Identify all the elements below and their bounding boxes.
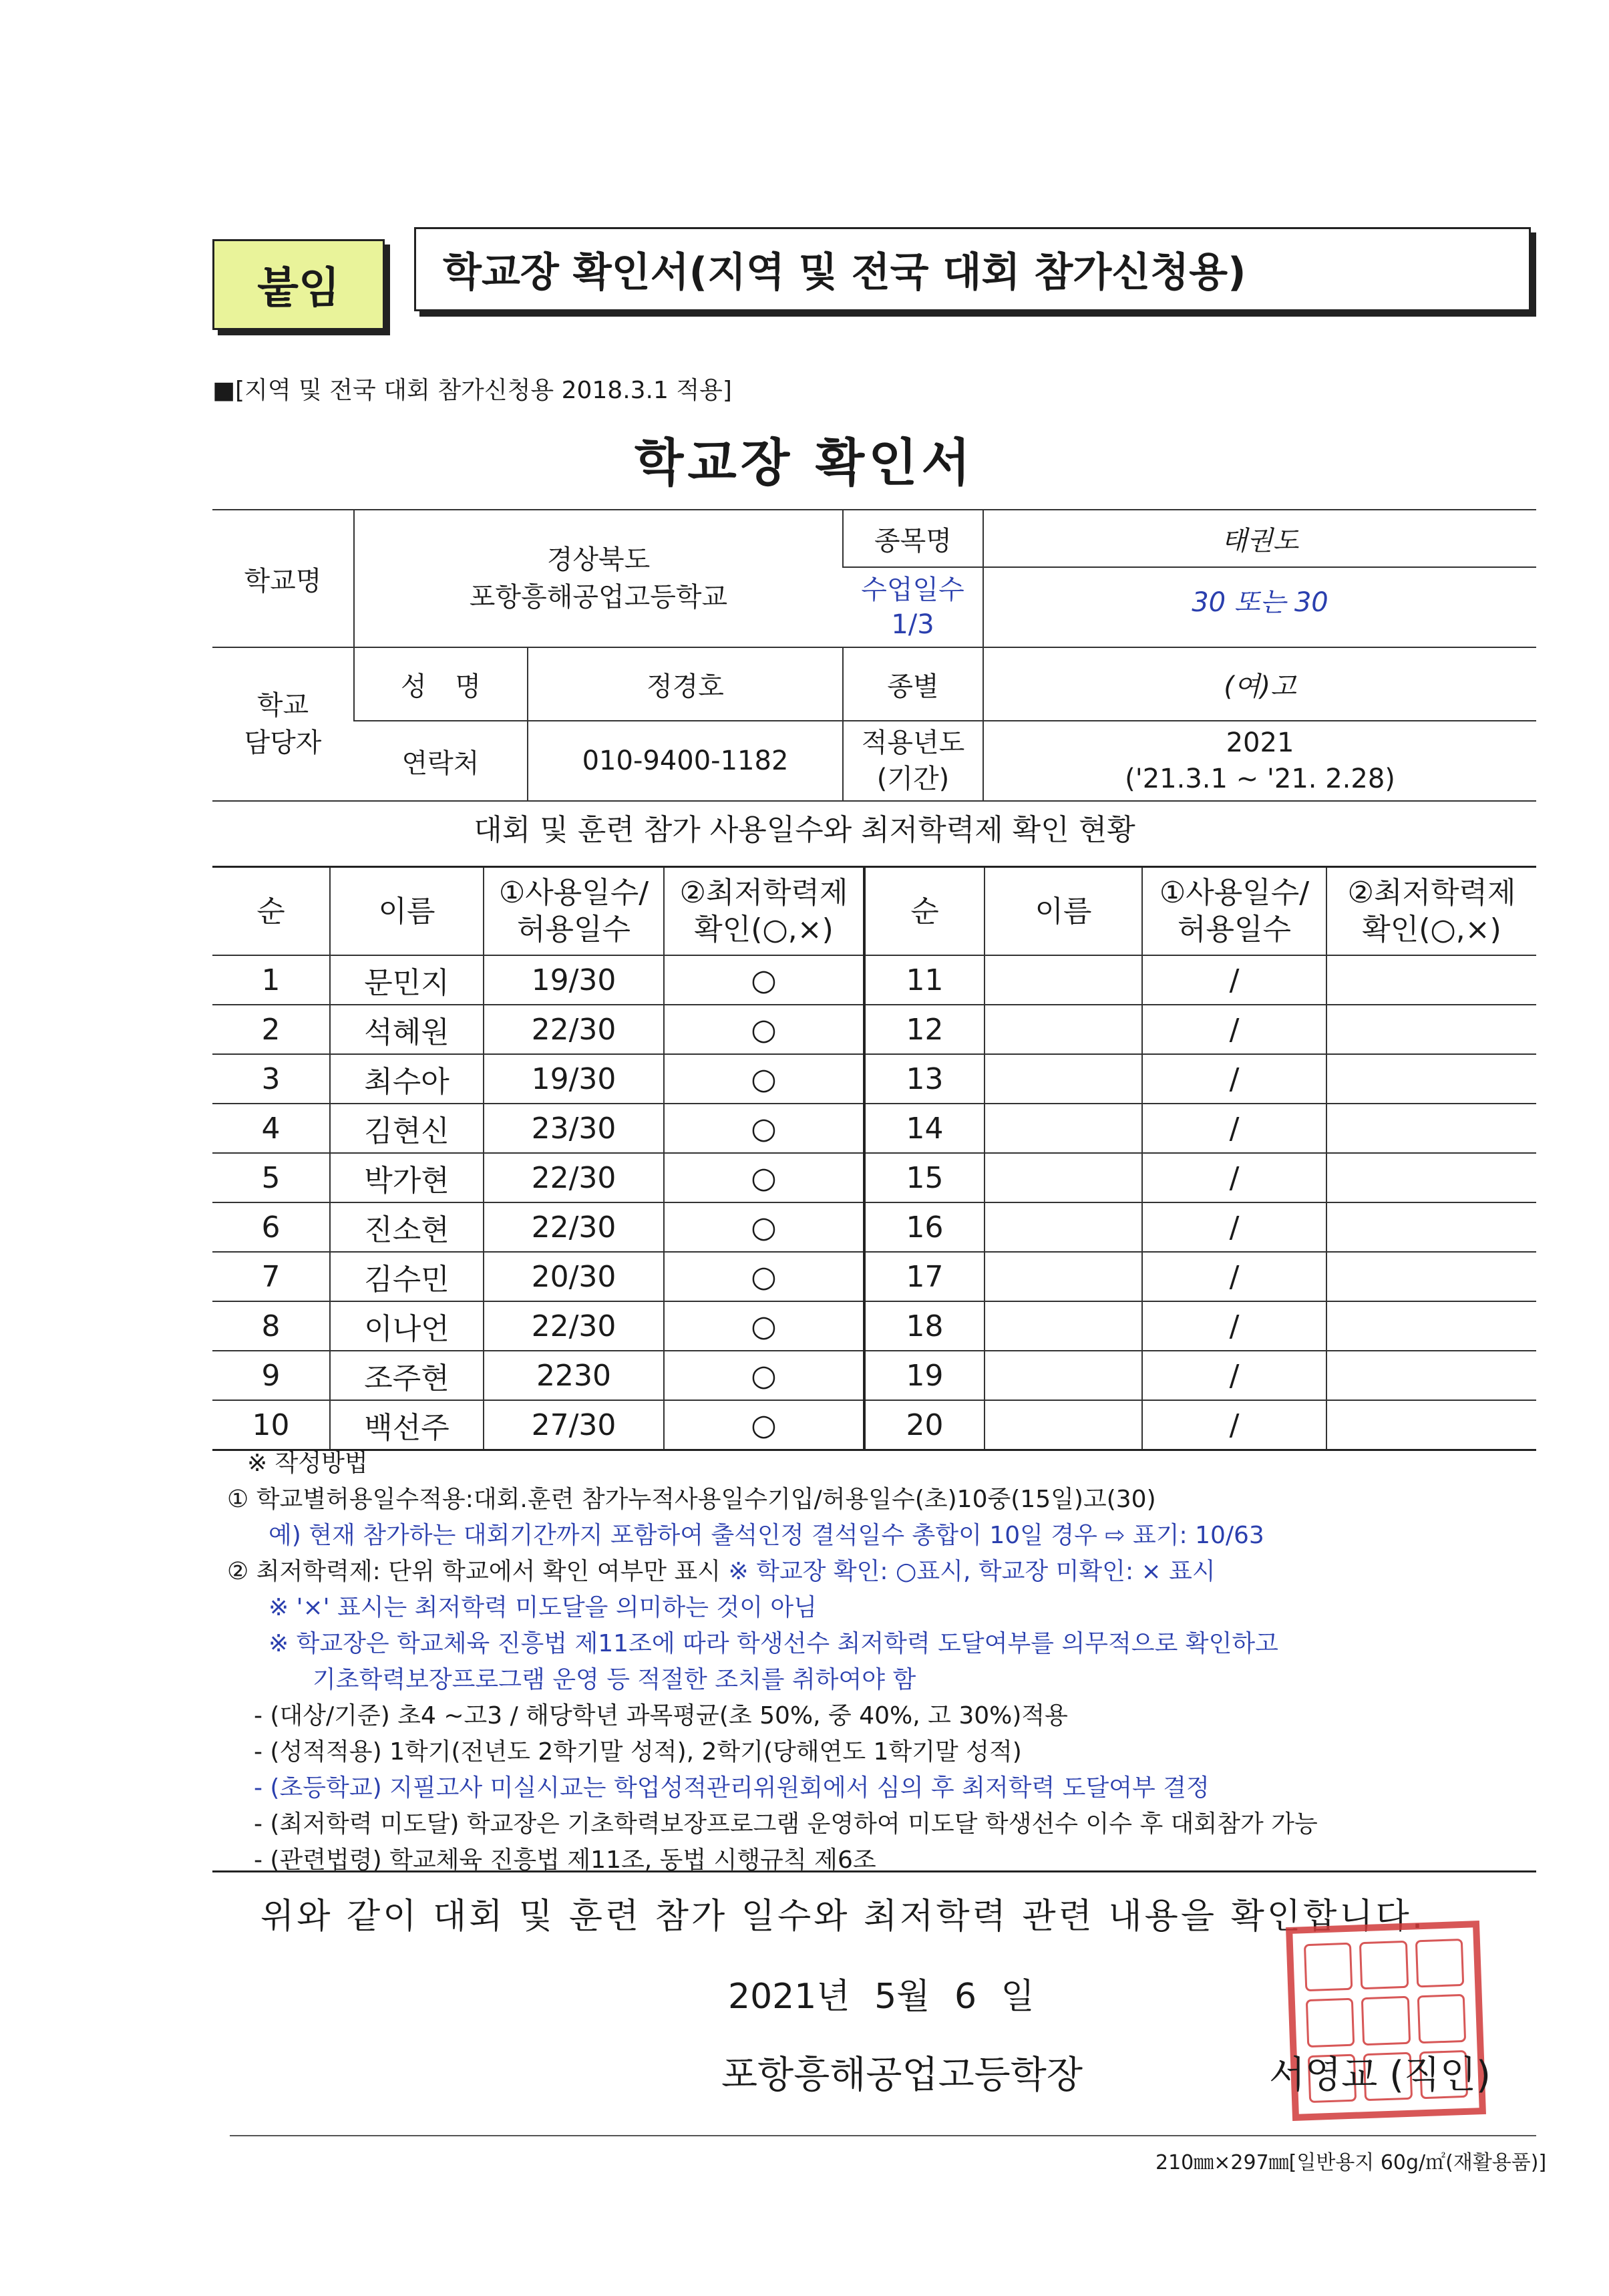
cell-left-check: ○ <box>664 1351 864 1400</box>
cell-right-no: 13 <box>864 1054 985 1104</box>
cell-right-no: 16 <box>864 1202 985 1252</box>
detail-3: - (초등학교) 지필고사 미실시교는 학업성적관리위원회에서 심의 후 최저학력 도달여부 결정 <box>254 1774 1210 1802</box>
cell-left-no: 4 <box>212 1104 330 1153</box>
cell-left-name: 진소현 <box>330 1202 484 1252</box>
form-note: ■[지역 및 전국 대회 참가신청용 2018.3.1 적용] <box>212 377 732 404</box>
gender-value: (여)고 <box>983 647 1536 721</box>
cell-right-name <box>985 1005 1142 1054</box>
cell-left-no: 5 <box>212 1153 330 1202</box>
cell-left-days: 22/30 <box>484 1005 664 1054</box>
cell-right-days: / <box>1142 1351 1326 1400</box>
cell-left-days: 19/30 <box>484 1054 664 1104</box>
paper-spec-footer: 210㎜×297㎜[일반용지 60g/㎡(재활용품)] <box>1155 2151 1547 2174</box>
header-no-right: 순 <box>864 867 985 956</box>
detail-2: - (성적적용) 1학기(전년도 2학기말 성적), 2학기(당해연도 1학기말 성적) <box>254 1738 1022 1766</box>
name-value: 정경호 <box>528 647 843 721</box>
cell-left-no: 7 <box>212 1252 330 1301</box>
school-name-label: 학교명 <box>212 510 354 647</box>
footer-rule <box>230 2135 1536 2136</box>
class-days-label-2: 1/3 <box>891 609 934 640</box>
cell-right-no: 14 <box>864 1104 985 1153</box>
class-days-label-1: 수업일수 <box>861 575 964 605</box>
table-row <box>212 955 1536 1005</box>
section-heading: 대회 및 훈련 참가 사용일수와 최저학력제 확인 현황 <box>474 813 1135 847</box>
principal-title: 포항흥해공업고등학장 <box>721 2054 1083 2097</box>
cell-right-no: 19 <box>864 1351 985 1400</box>
cell-left-name: 김수민 <box>330 1252 484 1301</box>
cell-left-check: ○ <box>664 1005 864 1054</box>
class-days-label <box>843 567 983 647</box>
cell-right-check <box>1326 1252 1536 1301</box>
note-2-b1: ※ 학교장은 학교체육 진흥법 제11조에 따라 학생선수 최저학력 도달여부를 의무적으로 확인하고 <box>269 1630 1278 1657</box>
name-label: 성 명 <box>354 647 528 721</box>
detail-4: - (최저학력 미도달) 학교장은 기초학력보장프로그램 운영하여 미도달 학생선수 이수 후 대회참가 가능 <box>254 1810 1318 1838</box>
cell-left-name: 조주현 <box>330 1351 484 1400</box>
table-row <box>212 1252 1536 1301</box>
cell-left-days: 2230 <box>484 1351 664 1400</box>
confirmation-statement: 위와 같이 대회 및 훈련 참가 일수와 최저학력 관련 내용을 확인합니다. <box>260 1897 1426 1937</box>
year-label-1: 적용년도 <box>861 727 965 758</box>
cell-left-no: 9 <box>212 1351 330 1400</box>
header-days-2: 허용일수 <box>516 913 631 947</box>
school-name: 포항흥해공업고등학교 <box>469 582 728 613</box>
table-row <box>212 1301 1536 1351</box>
cell-right-check <box>1326 1301 1536 1351</box>
header-min-2-right: 확인(○,×) <box>1362 913 1501 947</box>
cell-right-check <box>1326 1054 1536 1104</box>
cell-left-name: 백선주 <box>330 1400 484 1450</box>
issue-date: 2021년 5월 6 일 <box>728 1977 1035 2017</box>
cell-left-no: 10 <box>212 1400 330 1450</box>
signer-name: 서영교 (직인) <box>1269 2054 1491 2097</box>
cell-right-no: 15 <box>864 1153 985 1202</box>
cell-left-check: ○ <box>664 955 864 1005</box>
header-name: 이름 <box>330 867 484 956</box>
cell-left-no: 2 <box>212 1005 330 1054</box>
divider <box>212 1870 1536 1872</box>
cell-right-no: 18 <box>864 1301 985 1351</box>
cell-right-days: / <box>1142 1005 1326 1054</box>
detail-1: - (대상/기준) 초4 ~고3 / 해당학년 과목평균(초 50%, 중 40%, 고 30%)적용 <box>254 1702 1068 1730</box>
cell-right-check <box>1326 1104 1536 1153</box>
cell-left-days: 22/30 <box>484 1153 664 1202</box>
table-row <box>212 1351 1536 1400</box>
note-1: ① 학교별허용일수적용:대회.훈련 참가누적사용일수기입/허용일수(초)10중(15일)고(30) <box>227 1486 1156 1513</box>
header-min <box>664 867 864 956</box>
note-2-main: ② 최저학력제: 단위 학교에서 확인 여부만 표시 <box>227 1558 721 1585</box>
gender-label: 종별 <box>843 647 983 721</box>
year-label <box>843 721 983 801</box>
attachment-label: 붙임 <box>212 239 385 330</box>
cell-right-days: / <box>1142 955 1326 1005</box>
cell-left-no: 3 <box>212 1054 330 1104</box>
header-days-right <box>1142 867 1326 956</box>
cell-right-name <box>985 1054 1142 1104</box>
cell-left-check: ○ <box>664 1104 864 1153</box>
header-min-2: 확인(○,×) <box>694 913 834 947</box>
cell-right-name <box>985 1202 1142 1252</box>
cell-right-name <box>985 955 1142 1005</box>
period-value: ('21.3.1 ~ '21. 2.28) <box>1125 764 1395 794</box>
cell-left-name: 석혜원 <box>330 1005 484 1054</box>
cell-right-check <box>1326 955 1536 1005</box>
header-min-1-right: ②최저학력제 <box>1347 876 1516 910</box>
table-row <box>212 1400 1536 1450</box>
cell-left-days: 20/30 <box>484 1252 664 1301</box>
cell-right-check <box>1326 1400 1536 1450</box>
contact-value: 010-9400-1182 <box>528 721 843 801</box>
cell-left-no: 6 <box>212 1202 330 1252</box>
header-days-1: ①사용일수/ <box>498 876 649 910</box>
roster-table <box>212 866 1536 1451</box>
note-2-a: ※ '×' 표시는 최저학력 미도달을 의미하는 것이 아님 <box>269 1594 817 1621</box>
cell-left-name: 박가현 <box>330 1153 484 1202</box>
table-row <box>212 1153 1536 1202</box>
cell-right-no: 11 <box>864 955 985 1005</box>
cell-right-days: / <box>1142 1104 1326 1153</box>
class-days-value: 30 또는 30 <box>983 567 1536 647</box>
year-label-2: (기간) <box>876 764 950 794</box>
cell-left-check: ○ <box>664 1301 864 1351</box>
cell-left-check: ○ <box>664 1400 864 1450</box>
cell-right-days: / <box>1142 1153 1326 1202</box>
note-2 <box>227 1554 1550 1590</box>
school-region: 경상북도 <box>546 544 651 575</box>
cell-right-no: 20 <box>864 1400 985 1450</box>
manager-label-2: 담당자 <box>244 727 322 758</box>
cell-left-check: ○ <box>664 1202 864 1252</box>
header-days-2-right: 허용일수 <box>1177 913 1291 947</box>
form-title: 학교장 확인서(지역 및 전국 대회 참가신청용) <box>414 227 1531 311</box>
header-name-right: 이름 <box>985 867 1142 956</box>
year-value-text: 2021 <box>1226 727 1294 758</box>
note-2-mark: ※ 학교장 확인: ○표시, 학교장 미확인: × 표시 <box>728 1558 1216 1585</box>
note-2-b2: 기초학력보장프로그램 운영 등 적절한 조치를 취하여야 함 <box>313 1666 916 1693</box>
cell-right-name <box>985 1351 1142 1400</box>
cell-right-days: / <box>1142 1054 1326 1104</box>
cell-left-name: 문민지 <box>330 955 484 1005</box>
cell-right-check <box>1326 1351 1536 1400</box>
year-value <box>983 721 1536 801</box>
cell-left-check: ○ <box>664 1153 864 1202</box>
notes-heading: ※ 작성방법 <box>247 1450 368 1477</box>
cell-left-days: 27/30 <box>484 1400 664 1450</box>
school-info-table <box>212 509 1536 802</box>
cell-left-name: 최수아 <box>330 1054 484 1104</box>
cell-right-name <box>985 1252 1142 1301</box>
manager-label-1: 학교 <box>256 690 309 721</box>
cell-left-check: ○ <box>664 1054 864 1104</box>
manager-label <box>212 647 354 801</box>
header-days-1-right: ①사용일수/ <box>1159 876 1310 910</box>
cell-left-days: 19/30 <box>484 955 664 1005</box>
school-name-cell <box>354 510 843 647</box>
contact-label: 연락처 <box>354 721 528 801</box>
header-min-right <box>1326 867 1536 956</box>
detail-5: - (관련법령) 학교체육 진흥법 제11조, 동법 시행규칙 제6조 <box>254 1846 876 1874</box>
document-title: 학교장 확인서 <box>635 433 974 492</box>
header-days <box>484 867 664 956</box>
cell-right-check <box>1326 1153 1536 1202</box>
writing-instructions <box>227 1446 1550 1878</box>
cell-right-name <box>985 1301 1142 1351</box>
cell-right-days: / <box>1142 1400 1326 1450</box>
cell-right-days: / <box>1142 1252 1326 1301</box>
cell-right-name <box>985 1104 1142 1153</box>
note-1-example: 예) 현재 참가하는 대회기간까지 포함하여 출석인정 결석일수 총합이 10일 경우 ⇨ 표기: 10/63 <box>269 1522 1264 1549</box>
sport-label: 종목명 <box>843 510 983 567</box>
cell-left-name: 김현신 <box>330 1104 484 1153</box>
cell-left-days: 22/30 <box>484 1301 664 1351</box>
cell-right-name <box>985 1400 1142 1450</box>
table-row <box>212 1202 1536 1252</box>
table-row <box>212 1005 1536 1054</box>
cell-left-days: 23/30 <box>484 1104 664 1153</box>
header-no: 순 <box>212 867 330 956</box>
cell-left-no: 8 <box>212 1301 330 1351</box>
cell-left-check: ○ <box>664 1252 864 1301</box>
roster-body <box>212 955 1536 1450</box>
cell-right-days: / <box>1142 1301 1326 1351</box>
table-row <box>212 1104 1536 1153</box>
cell-left-days: 22/30 <box>484 1202 664 1252</box>
cell-left-no: 1 <box>212 955 330 1005</box>
cell-right-no: 12 <box>864 1005 985 1054</box>
cell-right-name <box>985 1153 1142 1202</box>
cell-right-check <box>1326 1005 1536 1054</box>
cell-left-name: 이나언 <box>330 1301 484 1351</box>
table-row <box>212 1054 1536 1104</box>
header-min-1: ②최저학력제 <box>679 876 848 910</box>
cell-right-no: 17 <box>864 1252 985 1301</box>
cell-right-check <box>1326 1202 1536 1252</box>
sport-value: 태권도 <box>983 510 1536 567</box>
cell-right-days: / <box>1142 1202 1326 1252</box>
